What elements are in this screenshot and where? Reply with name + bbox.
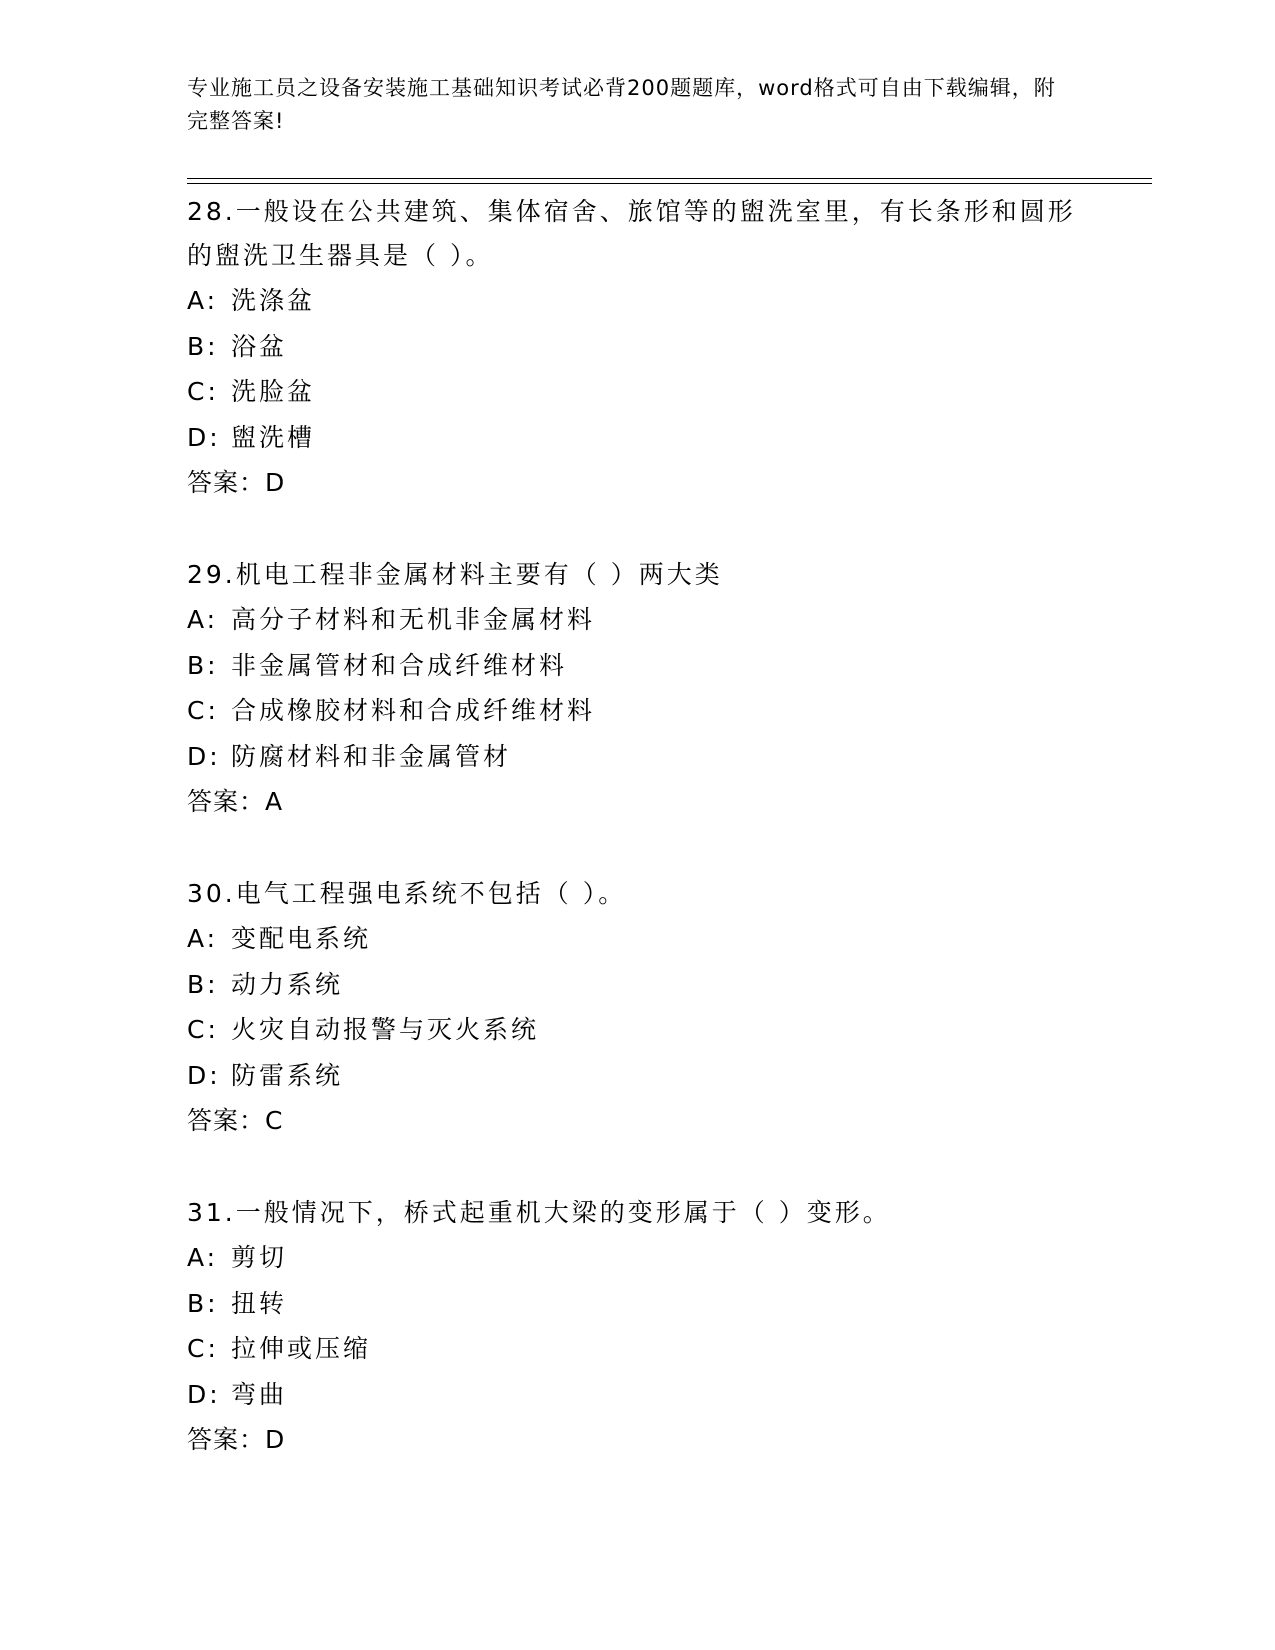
answer-line: 答案：A	[187, 787, 284, 816]
option-text: 变配电系统	[231, 924, 372, 953]
question-text: 28.一般设在公共建筑、集体宿舍、旅馆等的盥洗室里，有长条形和圆形的盥洗卫生器具是（ ）。	[187, 197, 1076, 270]
option-a	[187, 597, 1087, 643]
option-b	[187, 643, 1087, 689]
option-letter: D:	[187, 741, 221, 771]
option-letter: D:	[187, 1060, 221, 1090]
option-text: 洗涤盆	[231, 286, 316, 315]
option-text: 弯曲	[231, 1379, 288, 1409]
option-letter: C:	[187, 1015, 219, 1044]
question-29	[187, 553, 1087, 825]
option-letter: A:	[187, 605, 219, 634]
answer-line: 答案：D	[187, 1425, 286, 1454]
option-b	[187, 1281, 1087, 1327]
question-30	[187, 872, 1087, 1144]
option-c	[187, 1326, 1087, 1372]
option-c	[187, 369, 1087, 415]
option-a	[187, 1235, 1087, 1281]
option-letter: B:	[187, 1288, 219, 1318]
option-d	[187, 415, 1087, 461]
option-text: 扭转	[231, 1288, 288, 1318]
answer-line: 答案：C	[187, 1106, 284, 1135]
question-28	[187, 190, 1087, 506]
option-letter: A:	[187, 924, 219, 953]
option-d	[187, 1372, 1087, 1418]
option-text: 盥洗槽	[231, 422, 316, 452]
option-letter: D:	[187, 1379, 221, 1409]
option-c	[187, 1007, 1087, 1053]
option-letter: C:	[187, 1334, 219, 1363]
option-text: 动力系统	[231, 969, 344, 999]
option-d	[187, 1053, 1087, 1099]
option-d	[187, 734, 1087, 780]
option-letter: C:	[187, 377, 219, 406]
option-text: 拉伸或压缩	[231, 1334, 372, 1363]
option-text: 高分子材料和无机非金属材料	[231, 605, 596, 634]
option-b	[187, 962, 1087, 1008]
option-text: 洗脸盆	[231, 377, 316, 406]
question-text: 31.一般情况下，桥式起重机大梁的变形属于（ ）变形。	[187, 1198, 891, 1227]
option-c	[187, 688, 1087, 734]
option-letter: B:	[187, 969, 219, 999]
document-header: 专业施工员之设备安装施工基础知识考试必背200题题库，word格式可自由下载编辑，附完整答案!	[187, 76, 1056, 133]
answer-line: 答案：D	[187, 468, 286, 497]
option-text: 合成橡胶材料和合成纤维材料	[231, 696, 596, 725]
option-text: 防腐材料和非金属管材	[231, 741, 512, 771]
option-text: 火灾自动报警与灭火系统	[231, 1015, 540, 1044]
option-a	[187, 278, 1087, 324]
option-b	[187, 324, 1087, 370]
option-text: 防雷系统	[231, 1060, 344, 1090]
option-text: 剪切	[231, 1243, 288, 1272]
header-divider-top	[187, 178, 1152, 179]
option-letter: D:	[187, 422, 221, 452]
option-letter: A:	[187, 1243, 219, 1272]
header-divider-bottom	[187, 183, 1152, 184]
option-letter: A:	[187, 286, 219, 315]
option-a	[187, 916, 1087, 962]
question-31	[187, 1191, 1087, 1463]
option-letter: B:	[187, 331, 219, 361]
option-letter: B:	[187, 650, 219, 680]
option-text: 非金属管材和合成纤维材料	[231, 650, 568, 680]
option-text: 浴盆	[231, 331, 288, 361]
question-text: 30.电气工程强电系统不包括（ ）。	[187, 879, 627, 908]
question-text: 29.机电工程非金属材料主要有（ ）两大类	[187, 560, 723, 589]
option-letter: C:	[187, 696, 219, 725]
